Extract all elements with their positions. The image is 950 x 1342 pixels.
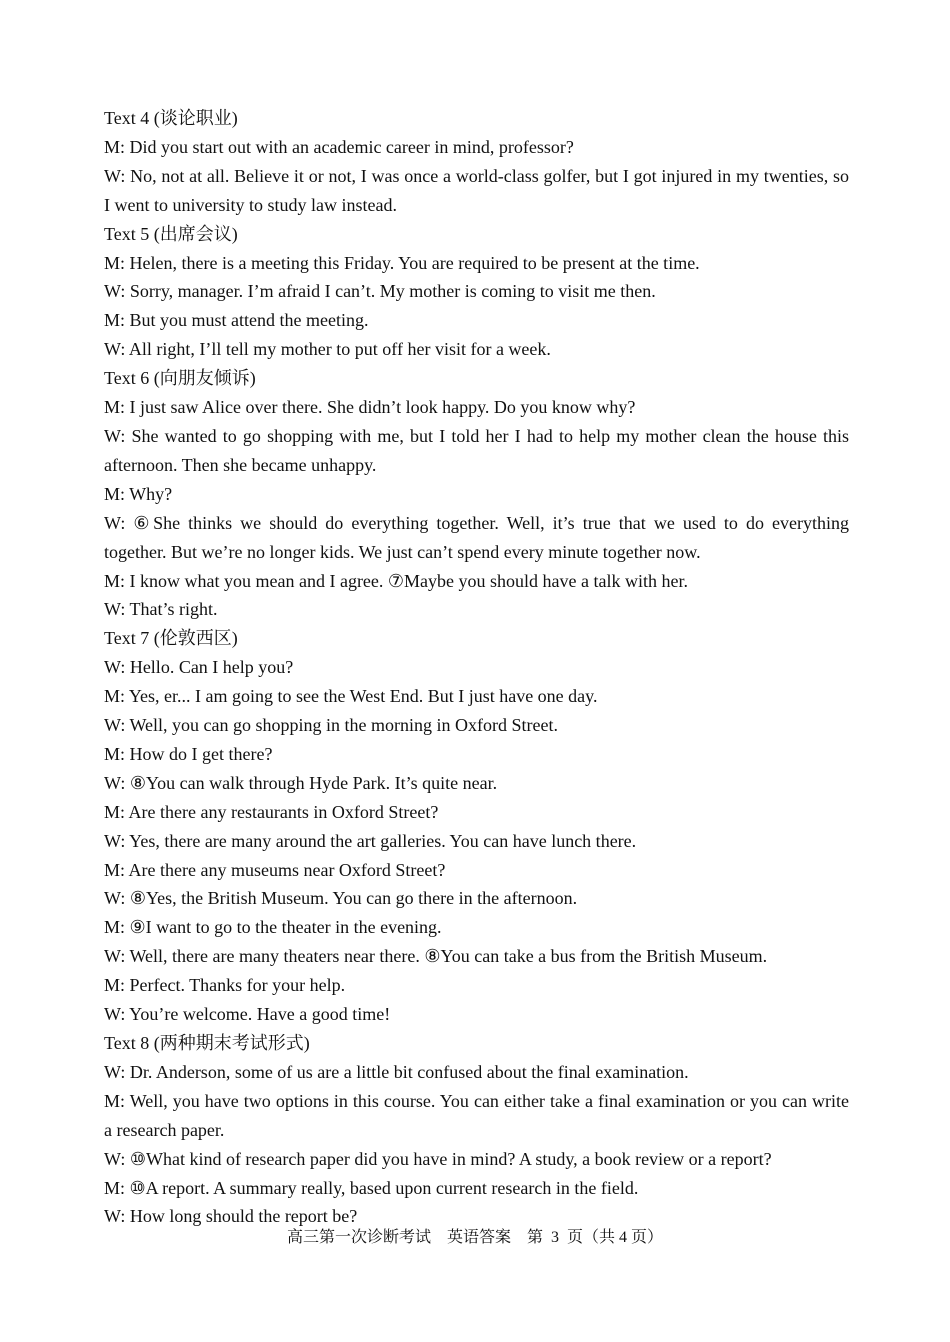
listening-transcript (104, 104, 849, 1231)
dialogue-line: W: All right, I’ll tell my mother to put off her visit for a week. (104, 339, 551, 360)
dialogue-line: W: How long should the report be? (104, 1206, 358, 1227)
dialogue-line: M: Are there any museums near Oxford Street? (104, 859, 446, 880)
dialogue-line: W: You’re welcome. Have a good time! (104, 1004, 391, 1025)
dialogue-line: W: Well, there are many theaters near there. ⑧You can take a bus from the British Museum. (104, 946, 768, 967)
section-heading: Text 5 (出席会议) (104, 223, 238, 244)
dialogue-line: W: ⑩What kind of research paper did you have in mind? A study, a book review or a report? (104, 1148, 772, 1169)
dialogue-paragraph: W: She wanted to go shopping with me, but I told her I had to help my mother clean the house this afternoon. Then she became unhappy. (104, 425, 849, 475)
dialogue-line: W: Well, you can go shopping in the morning in Oxford Street. (104, 715, 558, 736)
dialogue-line: M: But you must attend the meeting. (104, 310, 369, 331)
dialogue-line: M: Helen, there is a meeting this Friday. You are required to be present at the time. (104, 252, 700, 273)
dialogue-line: M: ⑨I want to go to the theater in the evening. (104, 917, 442, 938)
dialogue-line: W: ⑧Yes, the British Museum. You can go there in the afternoon. (104, 888, 578, 909)
dialogue-line: W: Dr. Anderson, some of us are a little bit confused about the final examination. (104, 1061, 689, 1082)
dialogue-paragraph: W: No, not at all. Believe it or not, I was once a world-class golfer, but I got injured in my twenties, so I went to university to study law instead. (104, 165, 849, 215)
dialogue-paragraph: M: Well, you have two options in this course. You can either take a final examination or you can write a research paper. (104, 1090, 849, 1140)
dialogue-line: M: I just saw Alice over there. She didn’t look happy. Do you know why? (104, 397, 636, 418)
dialogue-line: W: ⑧You can walk through Hyde Park. It’s quite near. (104, 772, 498, 793)
dialogue-line: W: Hello. Can I help you? (104, 657, 294, 678)
dialogue-line: M: How do I get there? (104, 743, 273, 764)
dialogue-line: W: Yes, there are many around the art galleries. You can have lunch there. (104, 830, 637, 851)
dialogue-paragraph: W: ⑥She thinks we should do everything together. Well, it’s true that we used to do everything together. But we’re no longer kids. We just can’t spend every minute together now. (104, 512, 849, 562)
dialogue-line: M: Why? (104, 483, 173, 504)
dialogue-line: M: I know what you mean and I agree. ⑦Maybe you should have a talk with her. (104, 570, 688, 591)
page-footer: 高三第一次诊断考试 英语答案 第 3 页（共 4 页） (286, 1229, 663, 1246)
dialogue-line: M: Are there any restaurants in Oxford Street? (104, 801, 439, 822)
section-heading: Text 6 (向朋友倾诉) (104, 368, 256, 389)
dialogue-line: W: Sorry, manager. I’m afraid I can’t. My mother is coming to visit me then. (104, 281, 656, 302)
section-heading: Text 7 (伦敦西区) (104, 628, 238, 649)
dialogue-line: M: Perfect. Thanks for your help. (104, 975, 346, 996)
section-heading: Text 4 (谈论职业) (104, 108, 238, 128)
dialogue-line: M: Did you start out with an academic career in mind, professor? (104, 136, 574, 157)
dialogue-line: M: ⑩A report. A summary really, based upon current research in the field. (104, 1177, 639, 1198)
dialogue-line: W: That’s right. (104, 599, 218, 620)
section-heading: Text 8 (两种期末考试形式) (104, 1033, 310, 1053)
dialogue-line: M: Yes, er... I am going to see the West End. But I just have one day. (104, 686, 598, 707)
